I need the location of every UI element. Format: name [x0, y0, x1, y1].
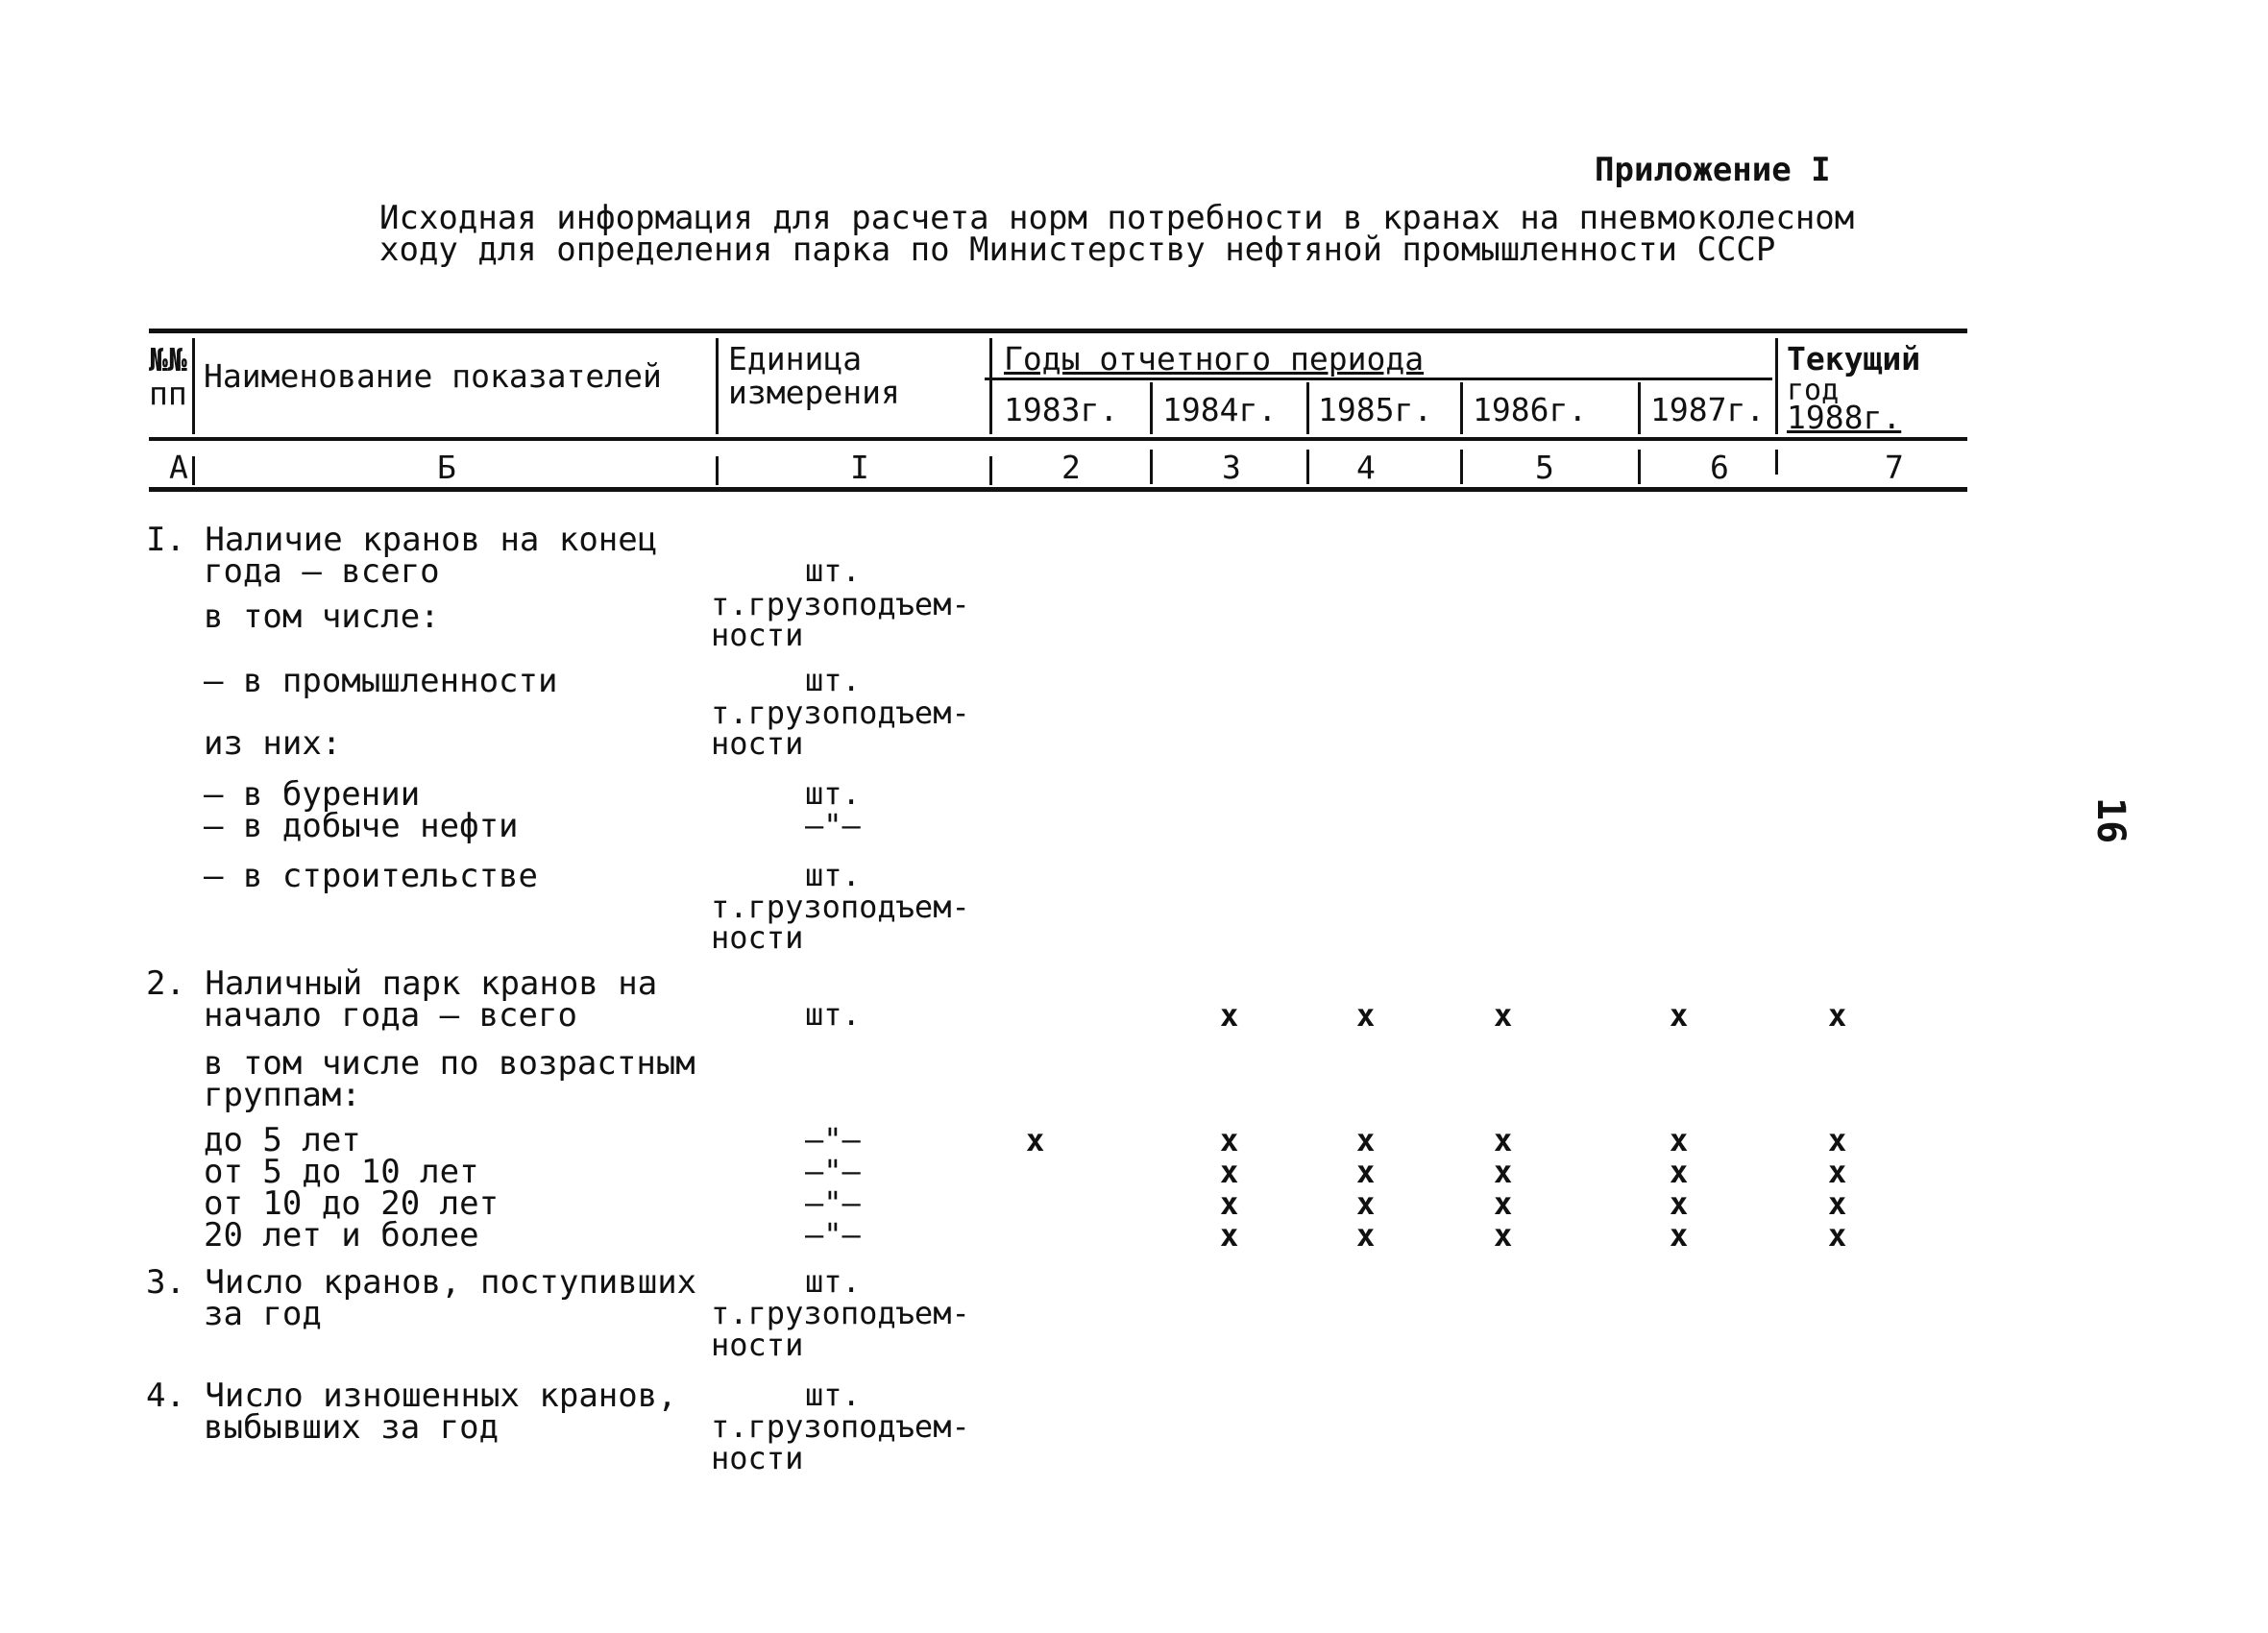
header-unit-1: Единица — [728, 340, 863, 378]
col-sep — [1775, 450, 1778, 475]
col-sep — [1460, 450, 1463, 484]
row-2-group-4-x-1988: x — [1828, 1217, 1847, 1254]
row-2-group-4-x-1986: x — [1494, 1217, 1513, 1254]
row-4-title-cont: выбывших за год — [204, 1408, 500, 1447]
index-2: 2 — [1061, 449, 1081, 486]
document-title-line-1: Исходная информация для расчета норм потребности в кранах на пневмоколесном — [379, 199, 1855, 237]
row-2-group-1: до 5 лет — [204, 1121, 361, 1159]
row-2-group-1-x-1988: x — [1828, 1122, 1847, 1158]
col-sep — [1306, 382, 1309, 434]
row-2-group-1-unit: –"– — [805, 1121, 861, 1158]
row-2-group-2-x-1986: x — [1494, 1154, 1513, 1190]
header-year-1984: 1984г. — [1162, 391, 1278, 428]
row-2-group-1-x-1986: x — [1494, 1122, 1513, 1158]
index-b: Б — [437, 449, 456, 486]
row-1-unit: шт. — [805, 552, 861, 589]
table-index-rule — [149, 487, 1967, 492]
header-years-group: Годы отчетного периода — [1004, 340, 1425, 378]
row-2-group-2-x-1985: x — [1356, 1154, 1376, 1190]
header-year-1986: 1986г. — [1473, 391, 1588, 428]
row-2-group-2: от 5 до 10 лет — [204, 1153, 479, 1191]
col-sep — [1460, 382, 1463, 434]
row-2-sub-age: в том числе по возрастным — [204, 1044, 695, 1083]
row-2-group-3-x-1985: x — [1356, 1185, 1376, 1222]
row-2-title: 2. Наличный парк кранов на — [146, 964, 658, 1003]
table-top-rule — [149, 329, 1967, 333]
index-3: 3 — [1222, 449, 1241, 486]
row-1-drilling: – в бурении — [204, 775, 421, 814]
col-sep — [716, 338, 719, 434]
page-number: 16 — [2088, 797, 2133, 844]
row-2-group-2-x-1988: x — [1828, 1154, 1847, 1190]
row-1-industry: – в промышленности — [204, 662, 558, 700]
header-year-1985: 1985г. — [1318, 391, 1433, 428]
header-year-1983: 1983г. — [1004, 391, 1119, 428]
row-2-group-3: от 10 до 20 лет — [204, 1184, 500, 1223]
col-sep — [1306, 450, 1309, 484]
col-sep — [1638, 450, 1641, 484]
row-2-group-2-unit: –"– — [805, 1153, 861, 1189]
col-sep — [989, 338, 992, 434]
col-sep — [1775, 338, 1778, 434]
index-7: 7 — [1885, 449, 1904, 486]
row-2-x-1984: x — [1220, 997, 1239, 1034]
header-year-1987: 1987г. — [1650, 391, 1766, 428]
row-1-construction: – в строительстве — [204, 857, 538, 895]
header-num-1: №№ — [149, 341, 187, 378]
row-3-title-cont: за год — [204, 1295, 322, 1333]
col-sep — [989, 456, 992, 485]
header-name: Наименование показателей — [204, 357, 662, 395]
row-3-unit-capacity-cont: ности — [711, 1327, 804, 1363]
header-current-2: год — [1787, 374, 1840, 407]
row-4-unit: шт. — [805, 1377, 861, 1413]
header-unit-2: измерения — [728, 374, 900, 411]
col-sep — [1150, 450, 1153, 484]
row-2-group-2-x-1987: x — [1670, 1154, 1689, 1190]
row-2-unit: шт. — [805, 996, 861, 1033]
row-2-group-1-x-1984: x — [1220, 1122, 1239, 1158]
row-2-x-1985: x — [1356, 997, 1376, 1034]
row-1-title: I. Наличие кранов на конец — [146, 521, 658, 559]
years-group-rule — [985, 378, 1772, 380]
row-3-unit-capacity: т.грузоподъем- — [711, 1295, 970, 1331]
index-4: 4 — [1356, 449, 1376, 486]
row-2-title-cont: начало года – всего — [204, 996, 577, 1035]
row-1-oil-production-unit: –"– — [805, 807, 861, 843]
col-sep — [1150, 382, 1153, 434]
row-2-group-1-x-1987: x — [1670, 1122, 1689, 1158]
index-1: I — [850, 449, 869, 486]
header-current-3: 1988г. — [1787, 399, 1902, 436]
row-1-industry-unit-capacity-cont: ности — [711, 725, 804, 762]
row-2-group-1-x-1985: x — [1356, 1122, 1376, 1158]
row-2-group-4-unit: –"– — [805, 1216, 861, 1253]
row-1-unit-capacity-cont: ности — [711, 617, 804, 653]
row-2-group-2-x-1984: x — [1220, 1154, 1239, 1190]
table-header-rule — [149, 437, 1967, 441]
row-2-group-3-x-1987: x — [1670, 1185, 1689, 1222]
row-2-group-4-x-1984: x — [1220, 1217, 1239, 1254]
col-sep — [1638, 382, 1641, 434]
row-1-construction-unit-capacity-cont: ности — [711, 919, 804, 956]
row-2-group-3-x-1988: x — [1828, 1185, 1847, 1222]
row-2-group-4-x-1987: x — [1670, 1217, 1689, 1254]
row-3-unit: шт. — [805, 1263, 861, 1300]
index-a: А — [169, 449, 188, 486]
row-4-title: 4. Число изношенных кранов, — [146, 1377, 677, 1415]
header-num-2: пп — [149, 375, 187, 412]
row-1-industry-unit: шт. — [805, 662, 861, 698]
row-1-construction-unit-capacity: т.грузоподъем- — [711, 889, 970, 925]
row-1-unit-capacity: т.грузоподъем- — [711, 586, 970, 622]
col-sep — [192, 338, 195, 434]
document-title-line-2: ходу для определения парка по Министерству нефтяной промышленности СССР — [379, 231, 1776, 269]
header-current-1: Текущий — [1787, 340, 1921, 378]
row-2-group-4-x-1985: x — [1356, 1217, 1376, 1254]
row-2-x-1986: x — [1494, 997, 1513, 1034]
row-1-industry-unit-capacity: т.грузоподъем- — [711, 695, 970, 731]
row-2-group-3-unit: –"– — [805, 1184, 861, 1221]
row-2-x-1988: x — [1828, 997, 1847, 1034]
col-sep — [716, 456, 719, 485]
row-2-x-1987: x — [1670, 997, 1689, 1034]
index-6: 6 — [1710, 449, 1729, 486]
row-1-title-cont: года – всего — [204, 552, 440, 591]
row-1-oil-production: – в добыче нефти — [204, 807, 519, 845]
row-1-drilling-unit: шт. — [805, 775, 861, 812]
row-4-unit-capacity-cont: ности — [711, 1440, 804, 1476]
row-2-group-1-x-1983: x — [1026, 1122, 1045, 1158]
row-1-sub-including: в том числе: — [204, 597, 440, 636]
row-1-of-them: из них: — [204, 724, 342, 763]
appendix-label: Приложение I — [1595, 151, 1831, 189]
index-5: 5 — [1535, 449, 1554, 486]
row-2-group-3-x-1986: x — [1494, 1185, 1513, 1222]
row-1-construction-unit: шт. — [805, 857, 861, 893]
row-2-group-3-x-1984: x — [1220, 1185, 1239, 1222]
row-4-unit-capacity: т.грузоподъем- — [711, 1408, 970, 1445]
col-sep — [192, 456, 195, 485]
row-3-title: 3. Число кранов, поступивших — [146, 1263, 697, 1302]
row-2-sub-age-cont: группам: — [204, 1076, 361, 1114]
row-2-group-4: 20 лет и более — [204, 1216, 479, 1255]
